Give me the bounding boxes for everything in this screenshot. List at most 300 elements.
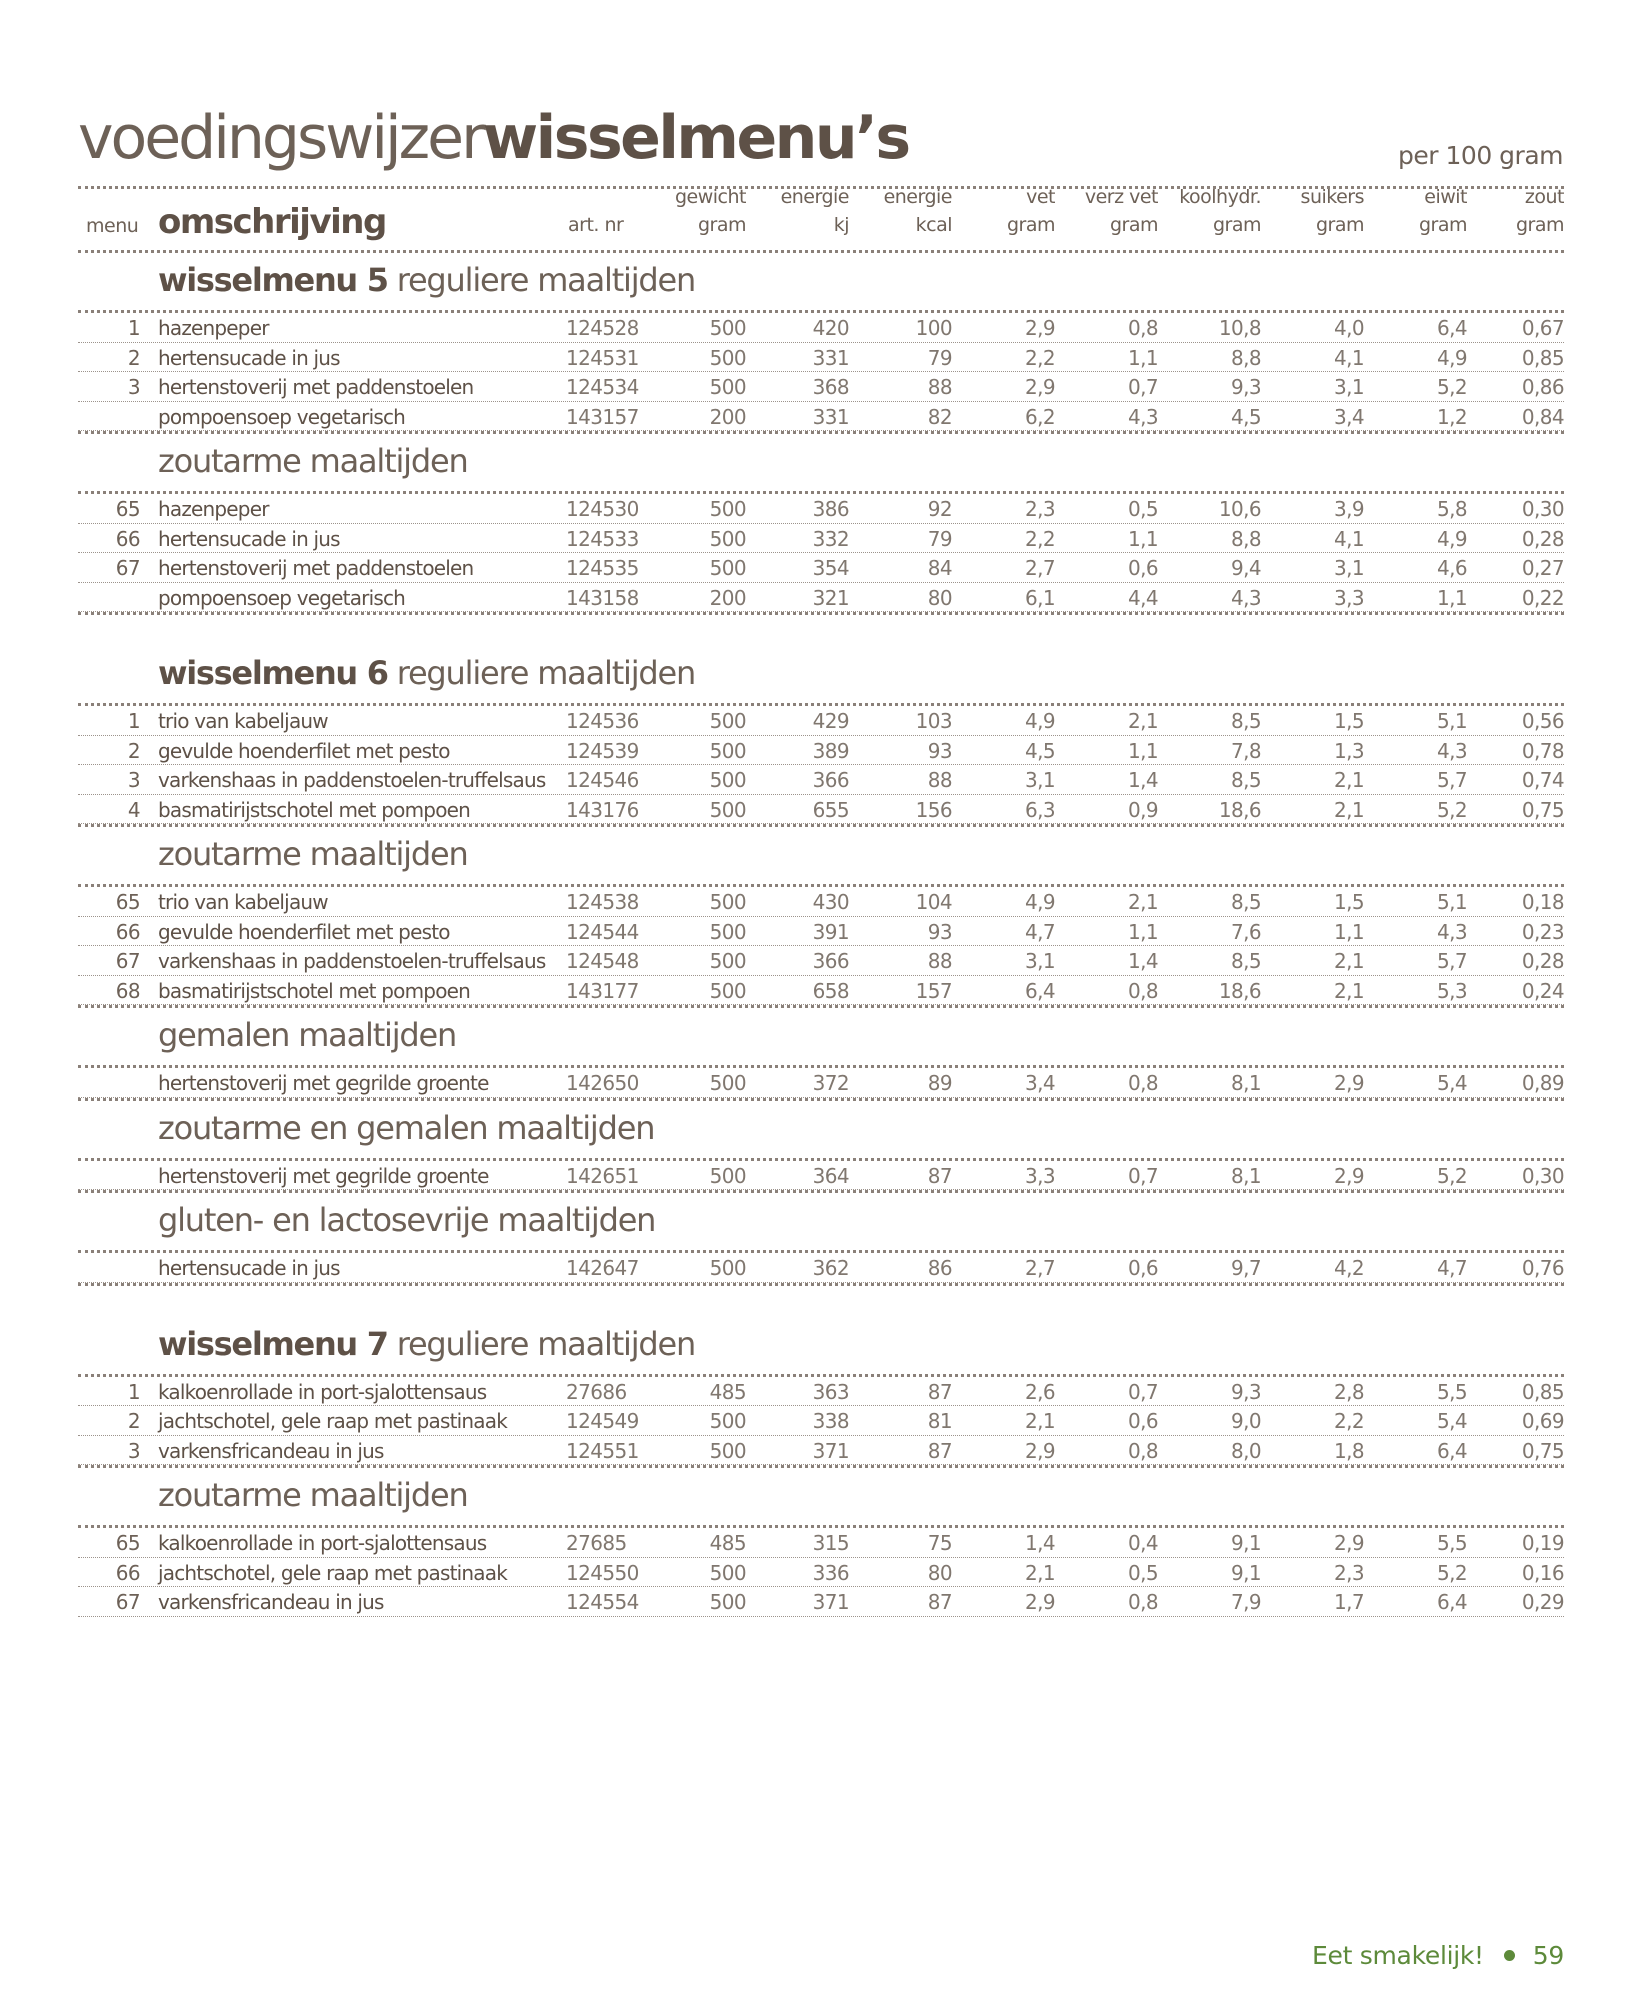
cell-verz-vet: 0,9 (1127, 797, 1158, 822)
cell-gewicht: 500 (709, 1409, 746, 1433)
cell-art: 143176 (566, 797, 639, 822)
cell-koolhydr: 18,6 (1218, 978, 1261, 1003)
cell-menu: 2 (127, 738, 140, 763)
cell-menu: 65 (115, 1531, 140, 1555)
cell-art: 27685 (566, 1531, 627, 1555)
cell-omschrijving: varkensfricandeau in jus (158, 1590, 384, 1614)
cell-suikers: 4,1 (1333, 345, 1364, 370)
cell-menu: 65 (115, 890, 140, 914)
cell-art: 124544 (566, 919, 639, 944)
cell-art: 124546 (566, 768, 639, 792)
section-title (158, 1200, 655, 1240)
cell-koolhydr: 9,0 (1230, 1409, 1261, 1433)
section-title-text: gluten- en lactosevrije maaltijden (158, 1201, 656, 1239)
cell-koolhydr: 9,4 (1230, 556, 1261, 580)
cell-art: 124538 (566, 890, 639, 914)
cell-koolhydr: 8,5 (1230, 768, 1261, 792)
page-title (78, 103, 909, 173)
table-row (78, 917, 1564, 946)
cell-energie-kj: 655 (812, 797, 849, 822)
cell-energie-kcal: 87 (927, 1438, 952, 1463)
cell-energie-kj: 430 (812, 890, 849, 914)
cell-gewicht: 500 (709, 1590, 746, 1614)
cell-menu: 3 (127, 1438, 140, 1463)
cell-gewicht: 500 (709, 375, 746, 399)
footer-dot-icon (1504, 1950, 1515, 1961)
cell-omschrijving: pompoensoep vegetarisch (158, 585, 406, 610)
cell-energie-kcal: 84 (927, 556, 952, 580)
section-heading (78, 615, 1564, 703)
cell-koolhydr: 7,6 (1230, 919, 1261, 944)
section-title-text: gemalen maaltijden (158, 1016, 457, 1054)
cell-zout: 0,28 (1521, 526, 1564, 551)
table-row (78, 583, 1564, 612)
cell-zout: 0,16 (1521, 1560, 1564, 1585)
section-title-text: reguliere maaltijden (387, 654, 696, 692)
section-title-text: zoutarme maaltijden (158, 1476, 468, 1514)
cell-zout: 0,84 (1521, 404, 1564, 429)
cell-zout: 0,56 (1521, 709, 1564, 733)
cell-suikers: 1,5 (1333, 709, 1364, 733)
cell-suikers: 4,0 (1333, 316, 1364, 340)
cell-art: 124534 (566, 375, 639, 399)
cell-vet: 4,7 (1024, 919, 1055, 944)
cell-eiwit: 5,1 (1436, 890, 1467, 914)
cell-koolhydr: 9,1 (1230, 1560, 1261, 1585)
cell-suikers: 3,1 (1333, 375, 1364, 399)
cell-verz-vet: 1,1 (1127, 526, 1158, 551)
cell-verz-vet: 1,1 (1127, 345, 1158, 370)
cell-zout: 0,27 (1521, 556, 1564, 580)
cell-art: 124539 (566, 738, 639, 763)
cell-omschrijving: hazenpeper (158, 497, 269, 521)
footer-text: Eet smakelijk! (1312, 1941, 1484, 1970)
cell-art: 124554 (566, 1590, 639, 1614)
cell-energie-kj: 332 (812, 526, 849, 551)
cell-vet: 2,7 (1024, 1256, 1055, 1280)
cell-eiwit: 5,8 (1436, 497, 1467, 521)
cell-zout: 0,74 (1521, 768, 1564, 792)
cell-gewicht: 485 (709, 1531, 746, 1555)
section-heading (78, 1286, 1564, 1374)
cell-verz-vet: 1,1 (1127, 919, 1158, 944)
table-row (78, 402, 1564, 431)
cell-suikers: 2,2 (1333, 1409, 1364, 1433)
cell-omschrijving: kalkoenrollade in port-sjalottensaus (158, 1531, 487, 1555)
section-heading (78, 434, 1564, 491)
cell-energie-kj: 371 (812, 1590, 849, 1614)
section-title-bold: wisselmenu 5 (158, 261, 388, 299)
cell-eiwit: 4,6 (1436, 556, 1467, 580)
cell-eiwit: 1,1 (1436, 585, 1467, 610)
cell-omschrijving: hertenstoverij met paddenstoelen (158, 556, 474, 580)
cell-suikers: 1,8 (1333, 1438, 1364, 1463)
cell-eiwit: 6,4 (1436, 1438, 1467, 1463)
section-heading (78, 253, 1564, 310)
cell-eiwit: 5,2 (1436, 1163, 1467, 1188)
table-header (78, 186, 1564, 250)
cell-koolhydr: 8,8 (1230, 345, 1261, 370)
page-title-light: voedingswijzer (78, 103, 483, 173)
cell-eiwit: 5,7 (1436, 949, 1467, 973)
cell-energie-kj: 315 (812, 1531, 849, 1555)
cell-suikers: 2,1 (1333, 797, 1364, 822)
cell-suikers: 3,3 (1333, 585, 1364, 610)
table-row (78, 494, 1564, 523)
cell-menu: 67 (115, 949, 140, 973)
cell-suikers: 4,1 (1333, 526, 1364, 551)
cell-verz-vet: 0,8 (1127, 1590, 1158, 1614)
cell-energie-kcal: 82 (927, 404, 952, 429)
cell-vet: 6,3 (1024, 797, 1055, 822)
cell-suikers: 2,1 (1333, 978, 1364, 1003)
cell-eiwit: 5,1 (1436, 709, 1467, 733)
cell-omschrijving: kalkoenrollade in port-sjalottensaus (158, 1379, 487, 1404)
cell-koolhydr: 9,3 (1230, 375, 1261, 399)
cell-energie-kj: 368 (812, 375, 849, 399)
cell-vet: 3,1 (1024, 768, 1055, 792)
cell-zout: 0,28 (1521, 949, 1564, 973)
cell-eiwit: 4,7 (1436, 1256, 1467, 1280)
cell-verz-vet: 0,6 (1127, 1256, 1158, 1280)
cell-gewicht: 500 (709, 978, 746, 1003)
cell-vet: 2,1 (1024, 1560, 1055, 1585)
cell-suikers: 2,1 (1333, 949, 1364, 973)
cell-verz-vet: 0,8 (1127, 316, 1158, 340)
cell-zout: 0,75 (1521, 797, 1564, 822)
cell-art: 142647 (566, 1256, 639, 1280)
cell-omschrijving: pompoensoep vegetarisch (158, 404, 406, 429)
table-row (78, 524, 1564, 553)
cell-zout: 0,19 (1521, 1531, 1564, 1555)
cell-zout: 0,30 (1521, 1163, 1564, 1188)
row-rule (78, 1616, 1564, 1617)
col-header-koolhydr: koolhydr. gram (1179, 186, 1261, 236)
cell-gewicht: 485 (709, 1379, 746, 1404)
cell-gewicht: 500 (709, 1256, 746, 1280)
cell-energie-kcal: 75 (927, 1531, 952, 1555)
cell-menu: 1 (127, 709, 140, 733)
cell-gewicht: 200 (709, 585, 746, 610)
cell-koolhydr: 10,8 (1218, 316, 1261, 340)
cell-gewicht: 500 (709, 497, 746, 521)
cell-suikers: 2,3 (1333, 1560, 1364, 1585)
cell-verz-vet: 0,7 (1127, 1379, 1158, 1404)
cell-energie-kcal: 104 (915, 890, 952, 914)
cell-vet: 2,7 (1024, 556, 1055, 580)
cell-art: 142651 (566, 1163, 639, 1188)
cell-zout: 0,69 (1521, 1409, 1564, 1433)
cell-suikers: 4,2 (1333, 1256, 1364, 1280)
cell-energie-kj: 366 (812, 768, 849, 792)
cell-energie-kcal: 88 (927, 949, 952, 973)
cell-gewicht: 500 (709, 797, 746, 822)
section-title (158, 1108, 654, 1148)
section-heading (78, 827, 1564, 884)
cell-omschrijving: basmatirijstschotel met pompoen (158, 978, 471, 1003)
cell-omschrijving: hertensucade in jus (158, 526, 340, 551)
cell-vet: 2,6 (1024, 1379, 1055, 1404)
cell-verz-vet: 0,7 (1127, 1163, 1158, 1188)
cell-eiwit: 5,2 (1436, 797, 1467, 822)
cell-omschrijving: varkenshaas in paddenstoelen-truffelsaus (158, 768, 546, 792)
cell-art: 143158 (566, 585, 639, 610)
cell-zout: 0,76 (1521, 1256, 1564, 1280)
cell-koolhydr: 8,8 (1230, 526, 1261, 551)
cell-vet: 6,4 (1024, 978, 1055, 1003)
cell-koolhydr: 7,8 (1230, 738, 1261, 763)
cell-koolhydr: 9,1 (1230, 1531, 1261, 1555)
section-title (158, 441, 468, 481)
cell-koolhydr: 9,7 (1230, 1256, 1261, 1280)
col-header-energie-kj: energie kj (780, 186, 849, 236)
cell-menu: 66 (115, 526, 140, 551)
cell-vet: 3,1 (1024, 949, 1055, 973)
cell-energie-kj: 338 (812, 1409, 849, 1433)
table-row (78, 1068, 1564, 1097)
cell-suikers: 2,8 (1333, 1379, 1364, 1404)
table-row (78, 1528, 1564, 1557)
cell-verz-vet: 0,6 (1127, 556, 1158, 580)
cell-eiwit: 4,3 (1436, 919, 1467, 944)
section-title (158, 1324, 695, 1364)
col-header-verz-vet: verz vet gram (1084, 186, 1158, 236)
cell-art: 143157 (566, 404, 639, 429)
cell-energie-kj: 658 (812, 978, 849, 1003)
cell-gewicht: 500 (709, 949, 746, 973)
cell-suikers: 2,1 (1333, 768, 1364, 792)
cell-omschrijving: hertensucade in jus (158, 1256, 340, 1280)
cell-gewicht: 500 (709, 919, 746, 944)
cell-gewicht: 500 (709, 709, 746, 733)
cell-energie-kcal: 88 (927, 768, 952, 792)
cell-menu: 65 (115, 497, 140, 521)
cell-eiwit: 4,9 (1436, 526, 1467, 551)
col-header-art: art. nr (568, 214, 624, 236)
cell-eiwit: 5,7 (1436, 768, 1467, 792)
page-title-bold: wisselmenu’s (482, 103, 909, 173)
cell-menu: 3 (127, 375, 140, 399)
section-title (158, 260, 695, 300)
table-row (78, 1436, 1564, 1465)
cell-eiwit: 5,4 (1436, 1409, 1467, 1433)
cell-menu: 4 (127, 797, 140, 822)
cell-zout: 0,30 (1521, 497, 1564, 521)
cell-vet: 2,9 (1024, 375, 1055, 399)
cell-eiwit: 1,2 (1436, 404, 1467, 429)
cell-eiwit: 5,2 (1436, 1560, 1467, 1585)
cell-gewicht: 500 (709, 526, 746, 551)
cell-zout: 0,78 (1521, 738, 1564, 763)
cell-eiwit: 6,4 (1436, 316, 1467, 340)
cell-gewicht: 500 (709, 768, 746, 792)
cell-energie-kcal: 93 (927, 919, 952, 944)
col-header-suikers: suikers gram (1300, 186, 1364, 236)
cell-gewicht: 500 (709, 316, 746, 340)
cell-zout: 0,24 (1521, 978, 1564, 1003)
cell-gewicht: 500 (709, 1560, 746, 1585)
cell-menu: 66 (115, 919, 140, 944)
cell-omschrijving: basmatirijstschotel met pompoen (158, 797, 471, 822)
section-title (158, 1015, 456, 1055)
cell-zout: 0,89 (1521, 1071, 1564, 1095)
cell-gewicht: 500 (709, 738, 746, 763)
cell-verz-vet: 2,1 (1127, 709, 1158, 733)
cell-energie-kj: 429 (812, 709, 849, 733)
cell-energie-kj: 391 (812, 919, 849, 944)
cell-art: 124531 (566, 345, 639, 370)
cell-verz-vet: 2,1 (1127, 890, 1158, 914)
cell-energie-kcal: 88 (927, 375, 952, 399)
table-row (78, 765, 1564, 794)
cell-omschrijving: jachtschotel, gele raap met pastinaak (158, 1560, 508, 1585)
cell-gewicht: 500 (709, 345, 746, 370)
cell-energie-kcal: 103 (915, 709, 952, 733)
cell-menu: 1 (127, 1379, 140, 1404)
cell-omschrijving: varkenshaas in paddenstoelen-truffelsaus (158, 949, 546, 973)
section-title-bold: wisselmenu 6 (158, 654, 388, 692)
table-row (78, 736, 1564, 765)
cell-verz-vet: 0,8 (1127, 978, 1158, 1003)
cell-suikers: 1,1 (1333, 919, 1364, 944)
cell-gewicht: 500 (709, 1163, 746, 1188)
cell-vet: 3,3 (1024, 1163, 1055, 1188)
col-header-menu: menu (86, 215, 139, 237)
page-number: 59 (1532, 1941, 1564, 1970)
table-row (78, 976, 1564, 1005)
section-title-bold: wisselmenu 7 (158, 1324, 388, 1363)
cell-energie-kcal: 79 (927, 526, 952, 551)
cell-energie-kj: 366 (812, 949, 849, 973)
cell-zout: 0,86 (1521, 375, 1564, 399)
cell-energie-kj: 364 (812, 1163, 849, 1188)
cell-vet: 2,3 (1024, 497, 1055, 521)
cell-eiwit: 5,3 (1436, 978, 1467, 1003)
cell-vet: 3,4 (1024, 1071, 1055, 1095)
table-row (78, 1377, 1564, 1406)
cell-omschrijving: hertenstoverij met paddenstoelen (158, 375, 474, 399)
table-row (78, 313, 1564, 342)
section-title (158, 834, 468, 874)
cell-omschrijving: hertenstoverij met gegrilde groente (158, 1163, 489, 1188)
cell-art: 124551 (566, 1438, 639, 1463)
cell-eiwit: 4,9 (1436, 345, 1467, 370)
cell-verz-vet: 0,8 (1127, 1071, 1158, 1095)
cell-art: 27686 (566, 1379, 627, 1404)
section-heading (78, 1468, 1564, 1525)
cell-koolhydr: 8,1 (1230, 1071, 1261, 1095)
cell-zout: 0,85 (1521, 1379, 1564, 1404)
table-row (78, 372, 1564, 401)
cell-art: 142650 (566, 1071, 639, 1095)
cell-zout: 0,29 (1521, 1590, 1564, 1614)
cell-art: 124533 (566, 526, 639, 551)
cell-koolhydr: 4,3 (1230, 585, 1261, 610)
table-body (78, 250, 1564, 1617)
cell-zout: 0,85 (1521, 345, 1564, 370)
cell-eiwit: 5,4 (1436, 1071, 1467, 1095)
section-heading (78, 1193, 1564, 1250)
cell-energie-kcal: 156 (915, 797, 952, 822)
cell-koolhydr: 4,5 (1230, 404, 1261, 429)
cell-koolhydr: 8,1 (1230, 1163, 1261, 1188)
cell-koolhydr: 10,6 (1218, 497, 1261, 521)
cell-energie-kcal: 79 (927, 345, 952, 370)
cell-menu: 2 (127, 1409, 140, 1433)
cell-suikers: 2,9 (1333, 1531, 1364, 1555)
cell-art: 124536 (566, 709, 639, 733)
cell-verz-vet: 1,4 (1127, 949, 1158, 973)
cell-eiwit: 5,2 (1436, 375, 1467, 399)
cell-art: 124549 (566, 1409, 639, 1433)
table-row (78, 553, 1564, 582)
cell-omschrijving: jachtschotel, gele raap met pastinaak (158, 1409, 508, 1433)
cell-energie-kcal: 100 (915, 316, 952, 340)
cell-koolhydr: 9,3 (1230, 1379, 1261, 1404)
cell-energie-kj: 386 (812, 497, 849, 521)
cell-menu: 3 (127, 768, 140, 792)
cell-gewicht: 500 (709, 556, 746, 580)
cell-menu: 2 (127, 345, 140, 370)
table-row (78, 1587, 1564, 1616)
section-title-text: reguliere maaltijden (387, 1324, 696, 1363)
section-title-text: zoutarme maaltijden (158, 835, 468, 873)
col-header-energie-kcal: energie kcal (883, 186, 952, 236)
cell-menu: 68 (115, 978, 140, 1003)
col-header-eiwit: eiwit gram (1418, 186, 1467, 236)
cell-vet: 1,4 (1024, 1531, 1055, 1555)
cell-omschrijving: hazenpeper (158, 316, 269, 340)
cell-suikers: 3,1 (1333, 556, 1364, 580)
cell-energie-kj: 372 (812, 1071, 849, 1095)
cell-omschrijving: hertensucade in jus (158, 345, 340, 370)
cell-zout: 0,22 (1521, 585, 1564, 610)
cell-koolhydr: 8,5 (1230, 890, 1261, 914)
cell-suikers: 2,9 (1333, 1163, 1364, 1188)
section-title (158, 653, 695, 693)
cell-suikers: 3,9 (1333, 497, 1364, 521)
cell-art: 124535 (566, 556, 639, 580)
cell-verz-vet: 0,5 (1127, 497, 1158, 521)
cell-energie-kcal: 93 (927, 738, 952, 763)
table-row (78, 1253, 1564, 1282)
cell-verz-vet: 1,4 (1127, 768, 1158, 792)
cell-koolhydr: 18,6 (1218, 797, 1261, 822)
cell-vet: 4,5 (1024, 738, 1055, 763)
cell-energie-kcal: 89 (927, 1071, 952, 1095)
cell-energie-kcal: 87 (927, 1163, 952, 1188)
table-row (78, 1161, 1564, 1190)
cell-vet: 4,9 (1024, 709, 1055, 733)
cell-vet: 6,1 (1024, 585, 1055, 610)
cell-art: 124528 (566, 316, 639, 340)
cell-eiwit: 5,5 (1436, 1531, 1467, 1555)
cell-koolhydr: 8,0 (1230, 1438, 1261, 1463)
cell-koolhydr: 7,9 (1230, 1590, 1261, 1614)
cell-energie-kj: 321 (812, 585, 849, 610)
col-header-omschrijving: omschrijving (158, 202, 386, 242)
table-row (78, 946, 1564, 975)
cell-suikers: 1,5 (1333, 890, 1364, 914)
cell-koolhydr: 8,5 (1230, 949, 1261, 973)
cell-energie-kj: 331 (812, 404, 849, 429)
table-row (78, 887, 1564, 916)
cell-verz-vet: 1,1 (1127, 738, 1158, 763)
cell-gewicht: 500 (709, 890, 746, 914)
col-header-zout: zout gram (1515, 186, 1564, 236)
cell-zout: 0,23 (1521, 919, 1564, 944)
table-row (78, 706, 1564, 735)
